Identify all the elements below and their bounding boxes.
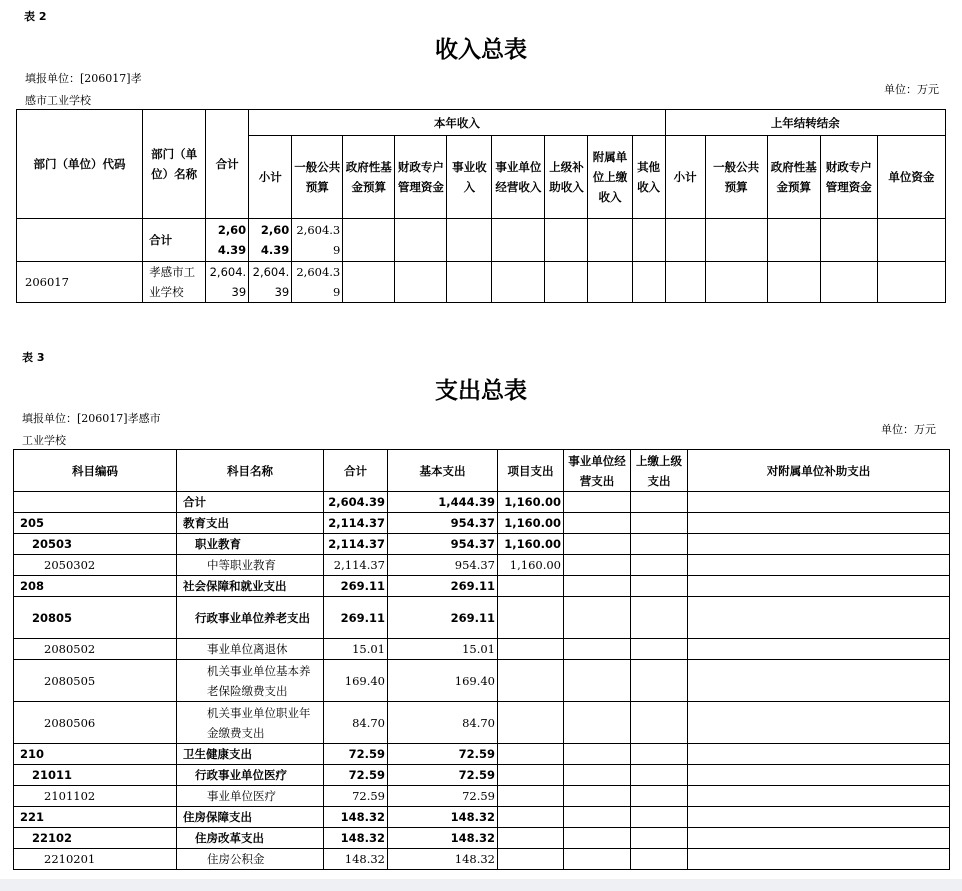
income-cell-empty: [632, 219, 665, 262]
expense-cell-basic: 72.59: [388, 744, 498, 765]
income-cell-empty: [395, 262, 447, 303]
income-unit-line1: 填报单位：[206017]孝: [25, 72, 142, 85]
expense-cell-project: [498, 702, 564, 744]
expense-cell-basic: 954.37: [388, 513, 498, 534]
income-unit-line2: 感市工业学校: [25, 94, 91, 107]
expense-cell-code: 2101102: [14, 786, 177, 807]
expense-cell-code: 210: [14, 744, 177, 765]
expense-cell-empty: [631, 576, 688, 597]
income-cell-empty: [632, 262, 665, 303]
header-current-1: 一般公共预算: [292, 136, 343, 219]
income-cell-total: 2,604.39: [206, 262, 249, 303]
expense-cell-empty: [688, 786, 950, 807]
expense-cell-code: 22102: [14, 828, 177, 849]
expense-cell-total: 15.01: [324, 639, 388, 660]
expense-header-1: 科目名称: [177, 450, 324, 492]
income-cell-general: 2,604.39: [292, 262, 343, 303]
header-prior-0: 小计: [665, 136, 705, 219]
expense-cell-code: 208: [14, 576, 177, 597]
header-current-2: 政府性基金预算: [343, 136, 395, 219]
expense-cell-empty: [688, 828, 950, 849]
expense-row: [14, 744, 950, 765]
income-cell-empty: [492, 219, 545, 262]
income-cell-empty: [343, 219, 395, 262]
expense-cell-empty: [631, 765, 688, 786]
expense-row: [14, 492, 950, 513]
expense-cell-empty: [564, 807, 631, 828]
expense-cell-basic: 954.37: [388, 534, 498, 555]
expense-row: [14, 828, 950, 849]
income-cell-empty: [588, 262, 632, 303]
expense-cell-empty: [688, 597, 950, 639]
expense-cell-code: 20805: [14, 597, 177, 639]
income-cell-empty: [665, 219, 705, 262]
expense-row: [14, 639, 950, 660]
expense-cell-name: 教育支出: [177, 513, 324, 534]
income-cell-empty: [705, 262, 767, 303]
expense-cell-code: 205: [14, 513, 177, 534]
income-cell-empty: [447, 262, 492, 303]
income-cell-empty: [705, 219, 767, 262]
expense-cell-code: 2080502: [14, 639, 177, 660]
bottom-scroll-strip: [0, 879, 962, 891]
header-prior-2: 政府性基金预算: [767, 136, 820, 219]
expense-cell-empty: [688, 807, 950, 828]
expense-header-5: 事业单位经营支出: [564, 450, 631, 492]
income-cell-empty: [877, 219, 945, 262]
expense-header-0: 科目编码: [14, 450, 177, 492]
expense-summary-table: [13, 449, 950, 870]
income-cell-empty: [492, 262, 545, 303]
expense-cell-name: 机关事业单位基本养老保险缴费支出: [177, 660, 324, 702]
expense-cell-empty: [564, 660, 631, 702]
income-cell-empty: [395, 219, 447, 262]
expense-cell-total: 148.32: [324, 849, 388, 870]
expense-cell-project: [498, 744, 564, 765]
expense-cell-empty: [631, 702, 688, 744]
expense-cell-name: 事业单位离退休: [177, 639, 324, 660]
expense-cell-empty: [631, 555, 688, 576]
expense-cell-empty: [631, 828, 688, 849]
expense-cell-project: [498, 639, 564, 660]
header-current-year-income: 本年收入: [249, 110, 665, 136]
expense-cell-name: 住房改革支出: [177, 828, 324, 849]
expense-cell-project: [498, 786, 564, 807]
income-summary-table: [16, 109, 946, 303]
expense-cell-name: 职业教育: [177, 534, 324, 555]
expense-row: [14, 576, 950, 597]
expense-cell-name: 社会保障和就业支出: [177, 576, 324, 597]
expense-unit-right: 单位：万元: [881, 423, 936, 436]
expense-cell-project: [498, 660, 564, 702]
expense-cell-empty: [564, 765, 631, 786]
expense-cell-empty: [564, 639, 631, 660]
expense-row: [14, 765, 950, 786]
income-row: [17, 219, 946, 262]
expense-header-3: 基本支出: [388, 450, 498, 492]
expense-cell-empty: [564, 849, 631, 870]
expense-header-7: 对附属单位补助支出: [688, 450, 950, 492]
header-current-6: 上级补助收入: [545, 136, 588, 219]
header-current-8: 其他收入: [632, 136, 665, 219]
expense-cell-name: 住房公积金: [177, 849, 324, 870]
expense-cell-project: 1,160.00: [498, 534, 564, 555]
expense-cell-name: 行政事业单位医疗: [177, 765, 324, 786]
expense-cell-empty: [631, 744, 688, 765]
expense-cell-name: 住房保障支出: [177, 807, 324, 828]
expense-cell-empty: [564, 786, 631, 807]
expense-cell-basic: 72.59: [388, 786, 498, 807]
expense-cell-name: 合计: [177, 492, 324, 513]
expense-cell-empty: [688, 639, 950, 660]
header-prior-year-carryover: 上年结转结余: [665, 110, 945, 136]
expense-cell-empty: [631, 786, 688, 807]
expense-cell-code: 2210201: [14, 849, 177, 870]
expense-cell-code: 221: [14, 807, 177, 828]
expense-cell-empty: [631, 849, 688, 870]
expense-cell-basic: 169.40: [388, 660, 498, 702]
income-table-title: 收入总表: [435, 37, 527, 63]
income-cell-empty: [545, 262, 588, 303]
expense-cell-total: 148.32: [324, 828, 388, 849]
header-prior-3: 财政专户管理资金: [820, 136, 877, 219]
expense-cell-total: 72.59: [324, 765, 388, 786]
table2-label: 表 2: [24, 10, 47, 23]
expense-table-title: 支出总表: [435, 378, 527, 404]
expense-cell-project: 1,160.00: [498, 513, 564, 534]
expense-cell-empty: [564, 702, 631, 744]
expense-cell-basic: 15.01: [388, 639, 498, 660]
income-row: [17, 262, 946, 303]
expense-cell-empty: [688, 765, 950, 786]
expense-cell-basic: 148.32: [388, 849, 498, 870]
income-cell-code: 206017: [17, 262, 143, 303]
expense-cell-empty: [688, 492, 950, 513]
expense-row: [14, 534, 950, 555]
expense-cell-empty: [688, 513, 950, 534]
expense-cell-name: 中等职业教育: [177, 555, 324, 576]
expense-cell-code: 20503: [14, 534, 177, 555]
header-dept-name: 部门（单位）名称: [143, 110, 206, 219]
header-total: 合计: [206, 110, 249, 219]
expense-cell-empty: [564, 576, 631, 597]
expense-row: [14, 660, 950, 702]
expense-cell-total: 2,604.39: [324, 492, 388, 513]
expense-row: [14, 702, 950, 744]
expense-cell-basic: 148.32: [388, 828, 498, 849]
expense-cell-basic: 148.32: [388, 807, 498, 828]
expense-cell-project: 1,160.00: [498, 492, 564, 513]
expense-cell-project: [498, 828, 564, 849]
income-cell-empty: [767, 262, 820, 303]
header-current-7: 附属单位上缴收入: [588, 136, 632, 219]
expense-cell-name: 卫生健康支出: [177, 744, 324, 765]
expense-cell-total: 269.11: [324, 576, 388, 597]
expense-cell-empty: [631, 597, 688, 639]
expense-cell-total: 72.59: [324, 744, 388, 765]
expense-cell-basic: 72.59: [388, 765, 498, 786]
expense-cell-empty: [631, 534, 688, 555]
income-cell-code: [17, 219, 143, 262]
expense-cell-empty: [564, 597, 631, 639]
income-cell-empty: [820, 219, 877, 262]
expense-cell-name: 事业单位医疗: [177, 786, 324, 807]
expense-cell-code: [14, 492, 177, 513]
expense-row: [14, 555, 950, 576]
income-cell-empty: [820, 262, 877, 303]
expense-cell-total: 269.11: [324, 597, 388, 639]
expense-row: [14, 786, 950, 807]
income-cell-name: 孝感市工业学校: [143, 262, 206, 303]
expense-cell-total: 2,114.37: [324, 534, 388, 555]
income-cell-empty: [588, 219, 632, 262]
expense-cell-basic: 84.70: [388, 702, 498, 744]
expense-cell-total: 72.59: [324, 786, 388, 807]
expense-header-2: 合计: [324, 450, 388, 492]
income-unit-right: 单位：万元: [884, 83, 939, 96]
expense-cell-code: 2050302: [14, 555, 177, 576]
expense-cell-total: 2,114.37: [324, 555, 388, 576]
expense-cell-project: [498, 576, 564, 597]
header-current-5: 事业单位经营收入: [492, 136, 545, 219]
income-cell-empty: [447, 219, 492, 262]
expense-cell-name: 机关事业单位职业年金缴费支出: [177, 702, 324, 744]
expense-cell-basic: 269.11: [388, 576, 498, 597]
expense-cell-empty: [631, 492, 688, 513]
expense-cell-empty: [688, 555, 950, 576]
expense-cell-total: 148.32: [324, 807, 388, 828]
expense-cell-empty: [631, 513, 688, 534]
header-current-4: 事业收入: [447, 136, 492, 219]
expense-cell-empty: [688, 849, 950, 870]
expense-cell-empty: [688, 702, 950, 744]
expense-cell-empty: [564, 828, 631, 849]
expense-cell-project: 1,160.00: [498, 555, 564, 576]
expense-unit-line1: 填报单位：[206017]孝感市: [22, 412, 161, 425]
expense-cell-empty: [564, 744, 631, 765]
income-cell-empty: [767, 219, 820, 262]
expense-cell-basic: 954.37: [388, 555, 498, 576]
expense-cell-code: 21011: [14, 765, 177, 786]
header-current-3: 财政专户管理资金: [395, 136, 447, 219]
header-current-0: 小计: [249, 136, 292, 219]
table3-label: 表 3: [22, 351, 45, 364]
expense-cell-project: [498, 849, 564, 870]
expense-cell-total: 84.70: [324, 702, 388, 744]
header-dept-code: 部门（单位）代码: [17, 110, 143, 219]
expense-cell-code: 2080506: [14, 702, 177, 744]
expense-cell-empty: [564, 513, 631, 534]
expense-cell-basic: 269.11: [388, 597, 498, 639]
expense-cell-name: 行政事业单位养老支出: [177, 597, 324, 639]
expense-unit-line2: 工业学校: [22, 434, 66, 447]
expense-row: [14, 807, 950, 828]
expense-cell-total: 2,114.37: [324, 513, 388, 534]
income-cell-empty: [343, 262, 395, 303]
expense-cell-project: [498, 765, 564, 786]
income-cell-sub: 2,604.39: [249, 262, 292, 303]
expense-cell-basic: 1,444.39: [388, 492, 498, 513]
income-cell-empty: [665, 262, 705, 303]
expense-cell-total: 169.40: [324, 660, 388, 702]
expense-cell-project: [498, 597, 564, 639]
expense-cell-code: 2080505: [14, 660, 177, 702]
expense-cell-empty: [564, 555, 631, 576]
expense-cell-empty: [564, 534, 631, 555]
income-cell-total: 2,604.39: [206, 219, 249, 262]
expense-cell-empty: [688, 744, 950, 765]
income-cell-empty: [877, 262, 945, 303]
income-cell-empty: [545, 219, 588, 262]
expense-cell-empty: [688, 576, 950, 597]
expense-cell-empty: [631, 660, 688, 702]
expense-header-4: 项目支出: [498, 450, 564, 492]
expense-cell-empty: [564, 492, 631, 513]
expense-row: [14, 513, 950, 534]
header-prior-1: 一般公共预算: [705, 136, 767, 219]
expense-cell-empty: [688, 534, 950, 555]
income-cell-sub: 2,604.39: [249, 219, 292, 262]
expense-cell-project: [498, 807, 564, 828]
expense-cell-empty: [688, 660, 950, 702]
expense-cell-empty: [631, 639, 688, 660]
income-cell-general: 2,604.39: [292, 219, 343, 262]
header-prior-4: 单位资金: [877, 136, 945, 219]
income-cell-name: 合计: [143, 219, 206, 262]
expense-header-6: 上缴上级支出: [631, 450, 688, 492]
expense-row: [14, 597, 950, 639]
expense-cell-empty: [631, 807, 688, 828]
expense-row: [14, 849, 950, 870]
